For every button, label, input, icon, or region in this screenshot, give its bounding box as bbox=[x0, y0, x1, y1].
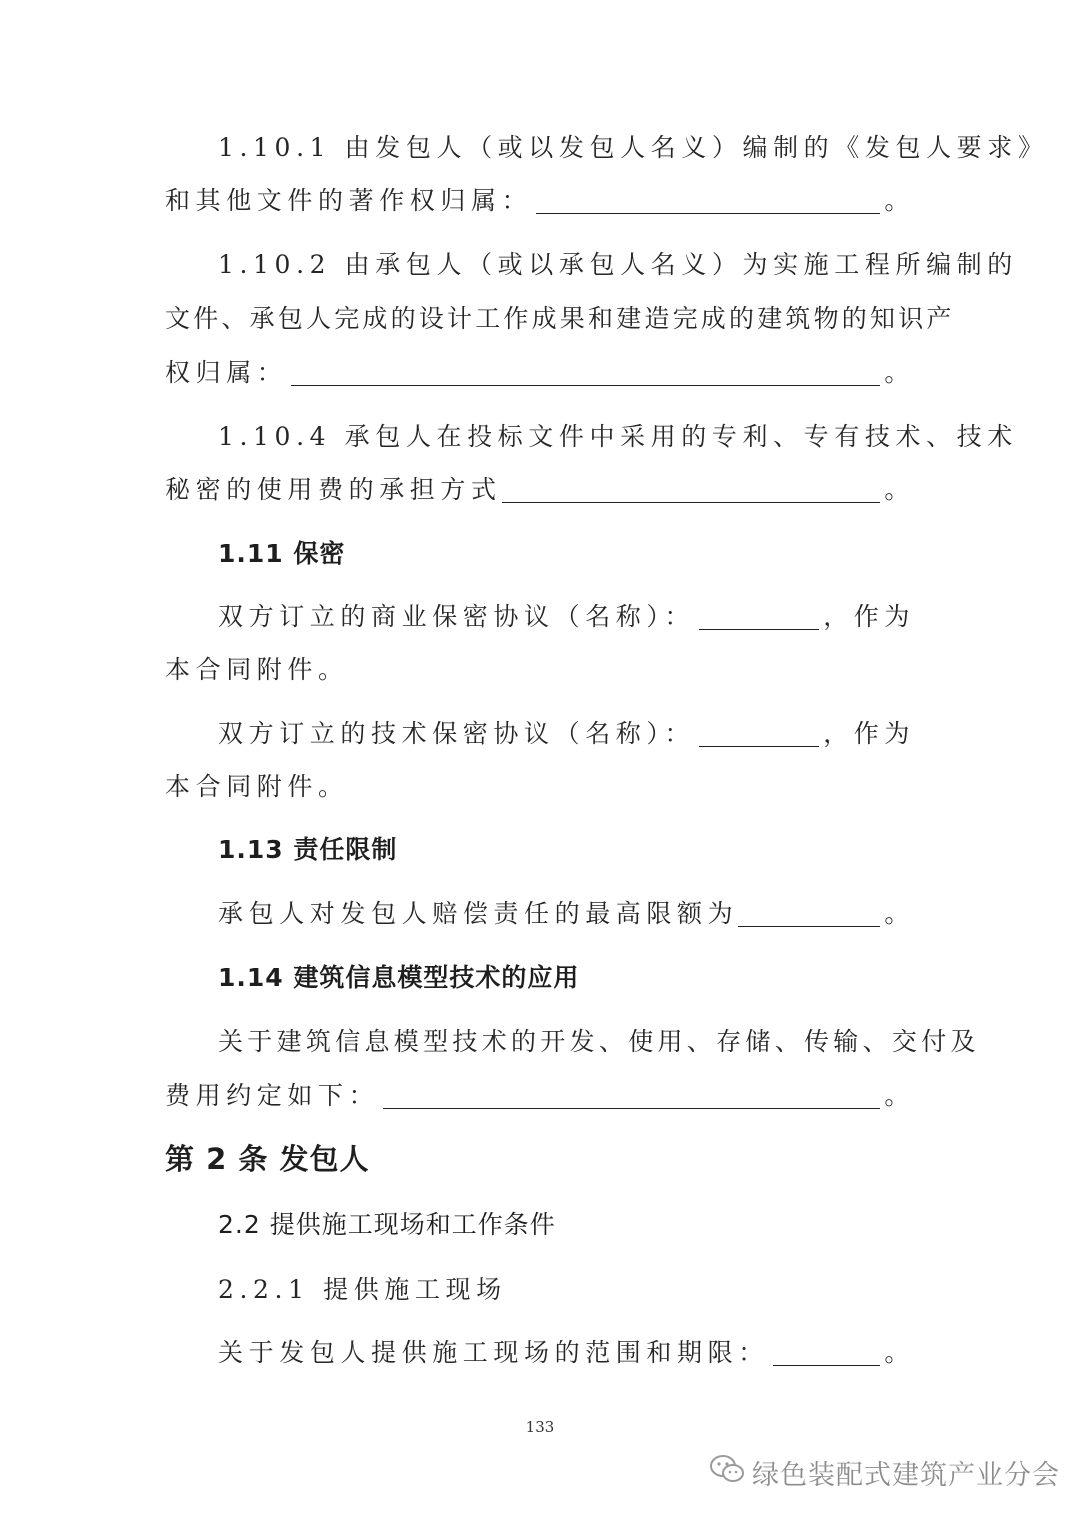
fill-blank-copyright-owner[interactable] bbox=[536, 187, 880, 214]
period: 。 bbox=[884, 899, 915, 928]
liability-limit-line bbox=[218, 897, 915, 931]
period: 。 bbox=[884, 358, 915, 387]
wechat-icon bbox=[708, 1452, 752, 1493]
fill-blank-fee-bearing[interactable] bbox=[502, 476, 881, 503]
clause-1-10-2-line2: 文件、承包人完成的设计工作成果和建造完成的建筑物的知识产 bbox=[165, 304, 955, 333]
section-heading-2-2: 2.2 提供施工现场和工作条件 bbox=[218, 1210, 556, 1239]
technical-secrecy-line2: 本合同附件。 bbox=[165, 772, 349, 801]
period: 。 bbox=[884, 1338, 915, 1367]
site-scope-label: 关于发包人提供施工现场的范围和期限： bbox=[218, 1338, 769, 1367]
clause-1-10-2-line3 bbox=[165, 356, 915, 390]
period: 。 bbox=[884, 475, 915, 504]
page-number: 133 bbox=[525, 1418, 555, 1436]
chapter-heading-2: 第 2 条 发包人 bbox=[165, 1142, 370, 1176]
section-heading-1-13: 1.13 责任限制 bbox=[218, 835, 398, 864]
technical-secrecy-line1 bbox=[218, 717, 915, 751]
watermark-text: 绿色装配式建筑产业分会 bbox=[752, 1460, 1060, 1491]
commercial-secrecy-tail: ，作为 bbox=[823, 602, 915, 631]
commercial-secrecy-line2: 本合同附件。 bbox=[165, 655, 349, 684]
clause-1-10-2-line1: 1.10.2 由承包人（或以承包人名义）为实施工程所编制的 bbox=[218, 250, 1018, 279]
section-heading-1-14: 1.14 建筑信息模型技术的应用 bbox=[218, 963, 580, 992]
fill-blank-commercial-agreement-name[interactable] bbox=[699, 603, 819, 630]
section-heading-1-11: 1.11 保密 bbox=[218, 539, 346, 568]
bim-label: 费用约定如下： bbox=[165, 1081, 380, 1110]
period: 。 bbox=[884, 1081, 915, 1110]
fill-blank-site-scope[interactable] bbox=[773, 1339, 881, 1366]
clause-1-10-4-line1: 1.10.4 承包人在投标文件中采用的专利、专有技术、技术 bbox=[218, 422, 1018, 451]
commercial-secrecy-label: 双方订立的商业保密协议（名称）： bbox=[218, 602, 696, 631]
fill-blank-ip-owner[interactable] bbox=[291, 359, 880, 386]
fill-blank-technical-agreement-name[interactable] bbox=[699, 720, 819, 747]
watermark bbox=[708, 1452, 1060, 1493]
clause-1-10-1-line1: 1.10.1 由发包人（或以发包人名义）编制的《发包人要求》 bbox=[218, 133, 1049, 162]
fill-blank-bim-agreement[interactable] bbox=[383, 1082, 880, 1109]
commercial-secrecy-line1 bbox=[218, 600, 915, 634]
liability-limit-label: 承包人对发包人赔偿责任的最高限额为 bbox=[218, 899, 739, 928]
period: 。 bbox=[884, 186, 915, 215]
site-scope-line bbox=[218, 1336, 915, 1370]
clause-1-10-4-line2 bbox=[165, 473, 915, 507]
fill-blank-liability-limit[interactable] bbox=[738, 900, 880, 927]
technical-secrecy-label: 双方订立的技术保密协议（名称）： bbox=[218, 719, 696, 748]
clause-1-10-4-label: 秘密的使用费的承担方式 bbox=[165, 475, 502, 504]
technical-secrecy-tail: ，作为 bbox=[823, 719, 915, 748]
clause-1-10-2-label: 权归属： bbox=[165, 358, 288, 387]
bim-line1: 关于建筑信息模型技术的开发、使用、存储、传输、交付及 bbox=[218, 1027, 980, 1056]
clause-1-10-1-line2 bbox=[165, 184, 915, 218]
clause-1-10-1-label: 和其他文件的著作权归属： bbox=[165, 186, 533, 215]
bim-line2 bbox=[165, 1079, 915, 1113]
section-heading-2-2-1: 2.2.1 提供施工现场 bbox=[218, 1275, 507, 1304]
